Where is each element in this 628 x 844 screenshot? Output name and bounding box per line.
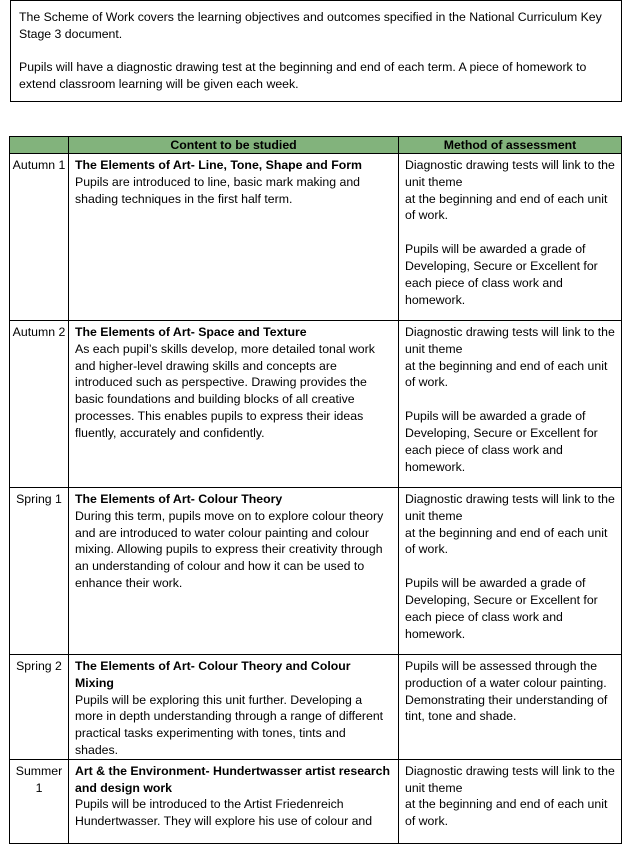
table-row	[10, 759, 622, 843]
table-row	[10, 321, 622, 488]
assessment-line: at the beginning and end of each unit of work.	[405, 525, 608, 557]
term-cell: Autumn 2	[10, 321, 69, 488]
unit-title: Art & the Environment- Hundertwasser artist research and design work	[75, 763, 391, 795]
intro-box	[10, 0, 622, 102]
scheme-of-work-table	[9, 136, 622, 844]
unit-title: The Elements of Art- Space and Texture	[75, 325, 307, 339]
table-row	[10, 655, 622, 760]
unit-description: During this term, pupils move on to explore colour theory and are introduced to water colour painting and colour mixing. Allowing pupils to express their creativity through an understanding of colour and how it can be used to enhance their work.	[75, 508, 384, 590]
assessment-cell	[399, 321, 622, 488]
term-cell: Spring 1	[10, 488, 69, 655]
header-content: Content to be studied	[69, 137, 399, 154]
content-cell	[69, 655, 399, 760]
content-cell	[69, 154, 399, 321]
intro-curriculum-text: The Scheme of Work covers the learning objectives and outcomes specified in the National Curriculum Key Stage 3 document.	[19, 10, 602, 41]
assessment-line: Pupils will be assessed through the production of a water colour painting. Demonstrating their understanding of tint, tone and shade.	[405, 659, 608, 724]
content-cell	[69, 488, 399, 655]
assessment-cell	[399, 488, 622, 655]
assessment-line: at the beginning and end of each unit of work.	[405, 797, 608, 829]
unit-title: The Elements of Art- Line, Tone, Shape and Form	[75, 158, 362, 172]
intro-assessment-text: Pupils will have a diagnostic drawing test at the beginning and end of each term. A piece of homework to extend classroom learning will be given each week.	[19, 60, 587, 91]
assessment-grade-text: Pupils will be awarded a grade of Developing, Secure or Excellent for each piece of class work and homework.	[405, 242, 598, 307]
assessment-line: at the beginning and end of each unit of work.	[405, 358, 608, 390]
table-row	[10, 154, 622, 321]
assessment-line: Diagnostic drawing tests will link to the unit theme	[405, 325, 615, 356]
table-row	[10, 488, 622, 655]
assessment-grade-text: Pupils will be awarded a grade of Developing, Secure or Excellent for each piece of class work and homework.	[405, 576, 598, 641]
term-cell: Autumn 1	[10, 154, 69, 321]
unit-title: The Elements of Art- Colour Theory	[75, 492, 283, 506]
table-header-row	[10, 137, 622, 154]
assessment-cell	[399, 759, 622, 843]
unit-description: Pupils will be exploring this unit further. Developing a more in depth understanding through a range of different practical tasks experimenting with tones, tints and shades.	[75, 692, 384, 757]
term-cell: Spring 2	[10, 655, 69, 760]
content-cell	[69, 321, 399, 488]
content-cell	[69, 759, 399, 843]
unit-description: Pupils will be introduced to the Artist Friedenreich Hundertwasser. They will explore his use of colour and	[75, 797, 373, 829]
header-assessment: Method of assessment	[399, 137, 622, 154]
assessment-cell	[399, 154, 622, 321]
assessment-line: at the beginning and end of each unit of work.	[405, 191, 608, 223]
unit-description: Pupils are introduced to line, basic mark making and shading techniques in the first half term.	[75, 174, 361, 206]
assessment-cell	[399, 655, 622, 760]
header-term	[10, 137, 69, 154]
assessment-line: Diagnostic drawing tests will link to the unit theme	[405, 158, 615, 189]
assessment-line: Diagnostic drawing tests will link to the unit theme	[405, 763, 615, 795]
assessment-grade-text: Pupils will be awarded a grade of Developing, Secure or Excellent for each piece of class work and homework.	[405, 409, 598, 474]
unit-title: The Elements of Art- Colour Theory and Colour Mixing	[75, 659, 351, 690]
unit-description: As each pupil’s skills develop, more detailed tonal work and higher-level drawing skills and concepts are introduced such as perspective. Drawing provides the basic foundations and building blocks of all creative processes. This enables pupils to express their ideas fluently, accurately and confidently.	[75, 341, 375, 440]
assessment-line: Diagnostic drawing tests will link to the unit theme	[405, 492, 615, 523]
term-cell: Summer 1	[10, 759, 69, 843]
